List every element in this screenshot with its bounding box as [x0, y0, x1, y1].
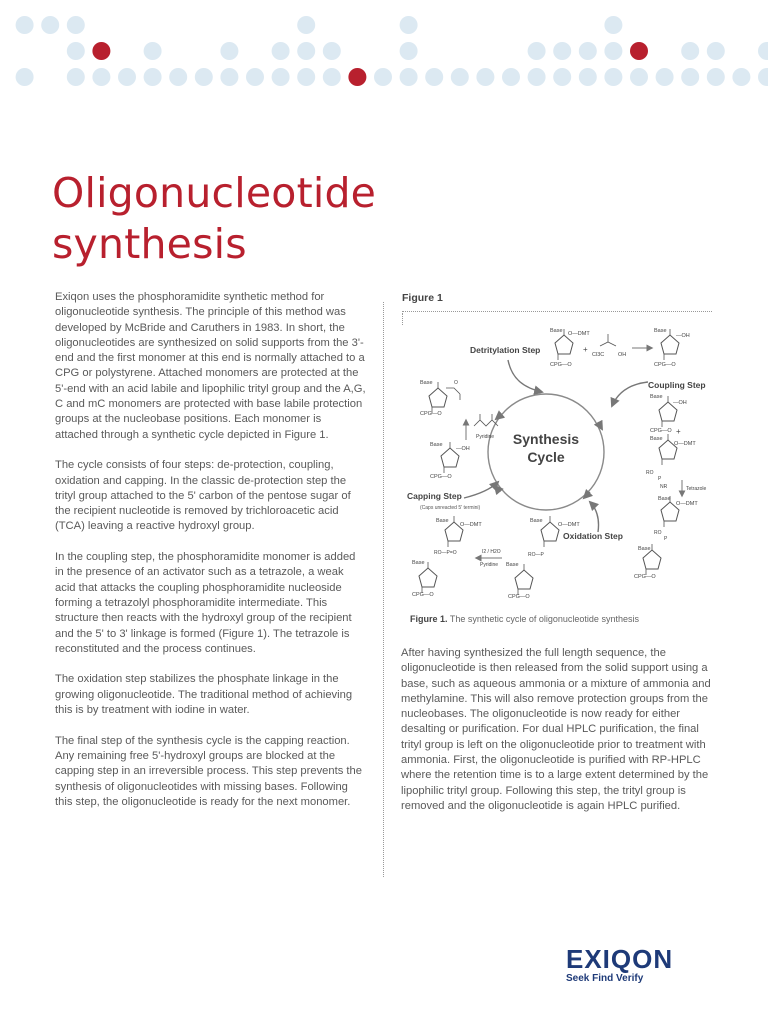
dot — [374, 68, 392, 86]
svg-text:Base: Base — [430, 442, 443, 448]
dot — [579, 68, 597, 86]
dot — [16, 16, 34, 34]
svg-text:Base: Base — [650, 436, 663, 442]
step-capping-note: (Caps unreacted 5' termini) — [420, 505, 481, 511]
molecule-coupled-dimer — [634, 496, 698, 580]
molecule-oxidation-reactant — [506, 516, 580, 600]
molecule-tca — [592, 334, 626, 358]
svg-text:RO: RO — [646, 470, 654, 476]
svg-text:O: O — [454, 380, 458, 386]
paragraph-oxidation: The oxidation step stabilizes the phosphate linkage in the growing oligonucleotide. The traditional method of achieving this is by treatment with iodine in water. — [55, 673, 353, 717]
figure-rule — [402, 311, 712, 312]
dot — [553, 42, 571, 60]
exiqon-logo — [566, 946, 673, 984]
svg-text:Base: Base — [436, 518, 449, 524]
step-coupling: Coupling Step — [648, 380, 706, 390]
dot-accent — [92, 42, 110, 60]
svg-text:CPG—O: CPG—O — [430, 474, 452, 480]
dot — [67, 42, 85, 60]
logo-tagline: Seek Find Verify — [566, 973, 644, 984]
svg-text:CPG—O: CPG—O — [650, 428, 672, 434]
label-tetrazole: Tetrazole — [686, 486, 707, 492]
molecule-capped — [420, 380, 460, 417]
dot — [553, 68, 571, 86]
molecule-coupling-hydroxyl — [650, 394, 687, 434]
svg-text:CPG—O: CPG—O — [412, 592, 434, 598]
dot — [41, 16, 59, 34]
cycle-center-line-2: Cycle — [527, 449, 565, 465]
column-divider — [383, 302, 384, 877]
dot-accent — [630, 42, 648, 60]
svg-text:CPG—O: CPG—O — [508, 594, 530, 600]
plus-sign-right: + — [676, 427, 681, 436]
dot — [451, 68, 469, 86]
step-oxidation: Oxidation Step — [563, 531, 623, 541]
figure-caption-label: Figure 1. — [410, 614, 448, 624]
svg-text:Base: Base — [654, 328, 667, 334]
dot-accent — [348, 68, 366, 86]
dot — [681, 42, 699, 60]
coupling-arrow — [612, 382, 648, 406]
molecule-phosphoramidite — [646, 434, 696, 490]
page-title — [52, 168, 376, 270]
svg-text:Base: Base — [420, 380, 433, 386]
step-detritylation: Detritylation Step — [470, 345, 541, 355]
figure-caption-text: The synthetic cycle of oligonucleotide synthesis — [447, 614, 639, 624]
dot — [67, 68, 85, 86]
paragraph-purification: After having synthesized the full length sequence, the oligonucleotide is then released from the solid support using a base, such as aqueous ammonia or a mixture of ammonia and methylamine. This will also remove protection groups from the nucleobases. The oligonucleotide is now ready for either desalting or purification. For dual HPLC purification, the final trityl group is left on the oligonucleotide prior to treatment with ammonia. First, the oligonucleotide is purified with RP-HPLC where the retention time is to a large extent determined by the lipophilic trityl group. Following this step, the trityl group is removed and the oligonucleotide is again HPLC purified. — [401, 647, 711, 812]
svg-text:RO—P=O: RO—P=O — [434, 550, 457, 556]
logo-wordmark: EXIQON — [566, 944, 674, 974]
dot — [323, 42, 341, 60]
dot — [246, 68, 264, 86]
molecule-oxidized-dimer — [412, 516, 482, 598]
dot — [604, 42, 622, 60]
svg-text:Base: Base — [550, 328, 563, 334]
dot — [195, 68, 213, 86]
right-column-body — [401, 646, 713, 814]
svg-text:NR: NR — [660, 484, 668, 490]
molecule-uncapped — [430, 442, 470, 480]
dot — [656, 68, 674, 86]
step-capping: Capping Step — [407, 491, 462, 501]
dot — [476, 68, 494, 86]
svg-text:RO: RO — [654, 530, 662, 536]
dot — [528, 68, 546, 86]
dot — [528, 42, 546, 60]
molecule-detritylation-product — [654, 328, 690, 368]
svg-text:Base: Base — [506, 562, 519, 568]
svg-text:Base: Base — [658, 496, 671, 502]
svg-text:P: P — [658, 476, 662, 482]
dot — [400, 42, 418, 60]
dot — [16, 68, 34, 86]
svg-text:O—DMT: O—DMT — [568, 331, 590, 337]
cycle-center-line-1: Synthesis — [512, 431, 580, 447]
dot — [400, 68, 418, 86]
dot — [272, 68, 290, 86]
svg-text:P: P — [664, 536, 668, 542]
svg-text:O—DMT: O—DMT — [558, 522, 580, 528]
detritylation-arrow — [508, 360, 542, 392]
svg-text:Base: Base — [530, 518, 543, 524]
svg-text:—OH: —OH — [676, 333, 690, 339]
dot — [630, 68, 648, 86]
left-column-body — [55, 290, 367, 825]
svg-text:—OH: —OH — [673, 400, 687, 406]
dot — [118, 68, 136, 86]
svg-text:OH: OH — [618, 352, 627, 358]
svg-text:Pyridine: Pyridine — [476, 434, 495, 440]
plus-sign-top: + — [583, 345, 588, 354]
page-title-line-1: Oligonucleotide — [52, 169, 377, 217]
dot — [220, 68, 238, 86]
capping-arrow — [464, 482, 498, 498]
svg-text:CPG—O: CPG—O — [420, 411, 442, 417]
dot — [425, 68, 443, 86]
svg-text:Base: Base — [412, 560, 425, 566]
dot — [297, 16, 315, 34]
dot — [92, 68, 110, 86]
dot — [732, 68, 750, 86]
svg-text:CPG—O: CPG—O — [634, 574, 656, 580]
dot — [707, 42, 725, 60]
dot — [604, 16, 622, 34]
label-iodine: I2 / H2O — [482, 549, 501, 555]
paragraph-capping: The final step of the synthesis cycle is the capping reaction. Any remaining free 5'-hydroxyl groups are blocked at the capping step in an irreversible process. This step prevents the synthesis of oligonucleotides with missing bases. Following this step, the oligonucleotide is ready for the next monomer. — [55, 734, 362, 808]
svg-text:O—DMT: O—DMT — [674, 441, 696, 447]
dot — [502, 68, 520, 86]
dot — [297, 68, 315, 86]
dot — [323, 68, 341, 86]
figure-label: Figure 1 — [402, 292, 443, 304]
svg-text:O—DMT: O—DMT — [460, 522, 482, 528]
dot — [67, 16, 85, 34]
dot — [220, 42, 238, 60]
paragraph-intro: Exiqon uses the phosphoramidite synthetic method for oligonucleotide synthesis. The principle of this method was developed by McBride and Caruthers in 1983. In short, the oligonucleotides are synthesized on solid supports from the 3'-end and the first monomer at this end is normally attached to a CPG or polystyrene. Attached monomers are protected at the 5'-end with an acid labile and lipophilic trityl group and the A,G, C and mC monomers are protected with base labile protection groups at the nucleobase positions. Each monomer is attached through a synthetic cycle depicted in Figure 1. — [55, 291, 366, 441]
label-pyridine-bottom: Pyridine — [480, 562, 499, 568]
dot — [400, 16, 418, 34]
dot-pattern-header — [0, 0, 768, 95]
svg-text:Base: Base — [650, 394, 663, 400]
svg-text:Cl3C: Cl3C — [592, 352, 605, 358]
dot — [272, 42, 290, 60]
page-title-line-2: synthesis — [52, 220, 247, 268]
svg-text:CPG—O: CPG—O — [654, 362, 676, 368]
svg-text:Base: Base — [638, 546, 651, 552]
svg-text:—OH: —OH — [456, 446, 470, 452]
svg-text:O—DMT: O—DMT — [676, 501, 698, 507]
dot — [169, 68, 187, 86]
paragraph-coupling: In the coupling step, the phosphoramidite monomer is added in the presence of an activator such as a tetrazole, a weak acid that attacks the coupling phosphoramidite nucleoside forming a tetrazolyl phosphoramidite intermediate. This structure then reacts with the hydroxyl group of the recipient and the 5' to 3' linkage is formed (Figure 1). The tetrazole is reconstituted and the process continues. — [55, 551, 356, 655]
dot — [707, 68, 725, 86]
dot — [758, 42, 768, 60]
figure-caption — [410, 614, 639, 624]
svg-text:CPG—O: CPG—O — [550, 362, 572, 368]
svg-text:RO—P: RO—P — [528, 552, 544, 558]
paragraph-cycle-steps: The cycle consists of four steps: de-protection, coupling, oxidation and capping. In the classic de-protection step the trityl group attached to the 5' carbon of the pentose sugar of the recipient nucleotide is removed by trichloroacetic acid (TCA) leaving a reactive hydroxyl group. — [55, 459, 351, 533]
dot — [758, 68, 768, 86]
dot — [681, 68, 699, 86]
oxidation-arrow — [590, 502, 599, 532]
dot — [604, 68, 622, 86]
dot — [579, 42, 597, 60]
dot — [144, 68, 162, 86]
synthesis-cycle-diagram — [400, 322, 716, 612]
dot — [144, 42, 162, 60]
dot — [297, 42, 315, 60]
